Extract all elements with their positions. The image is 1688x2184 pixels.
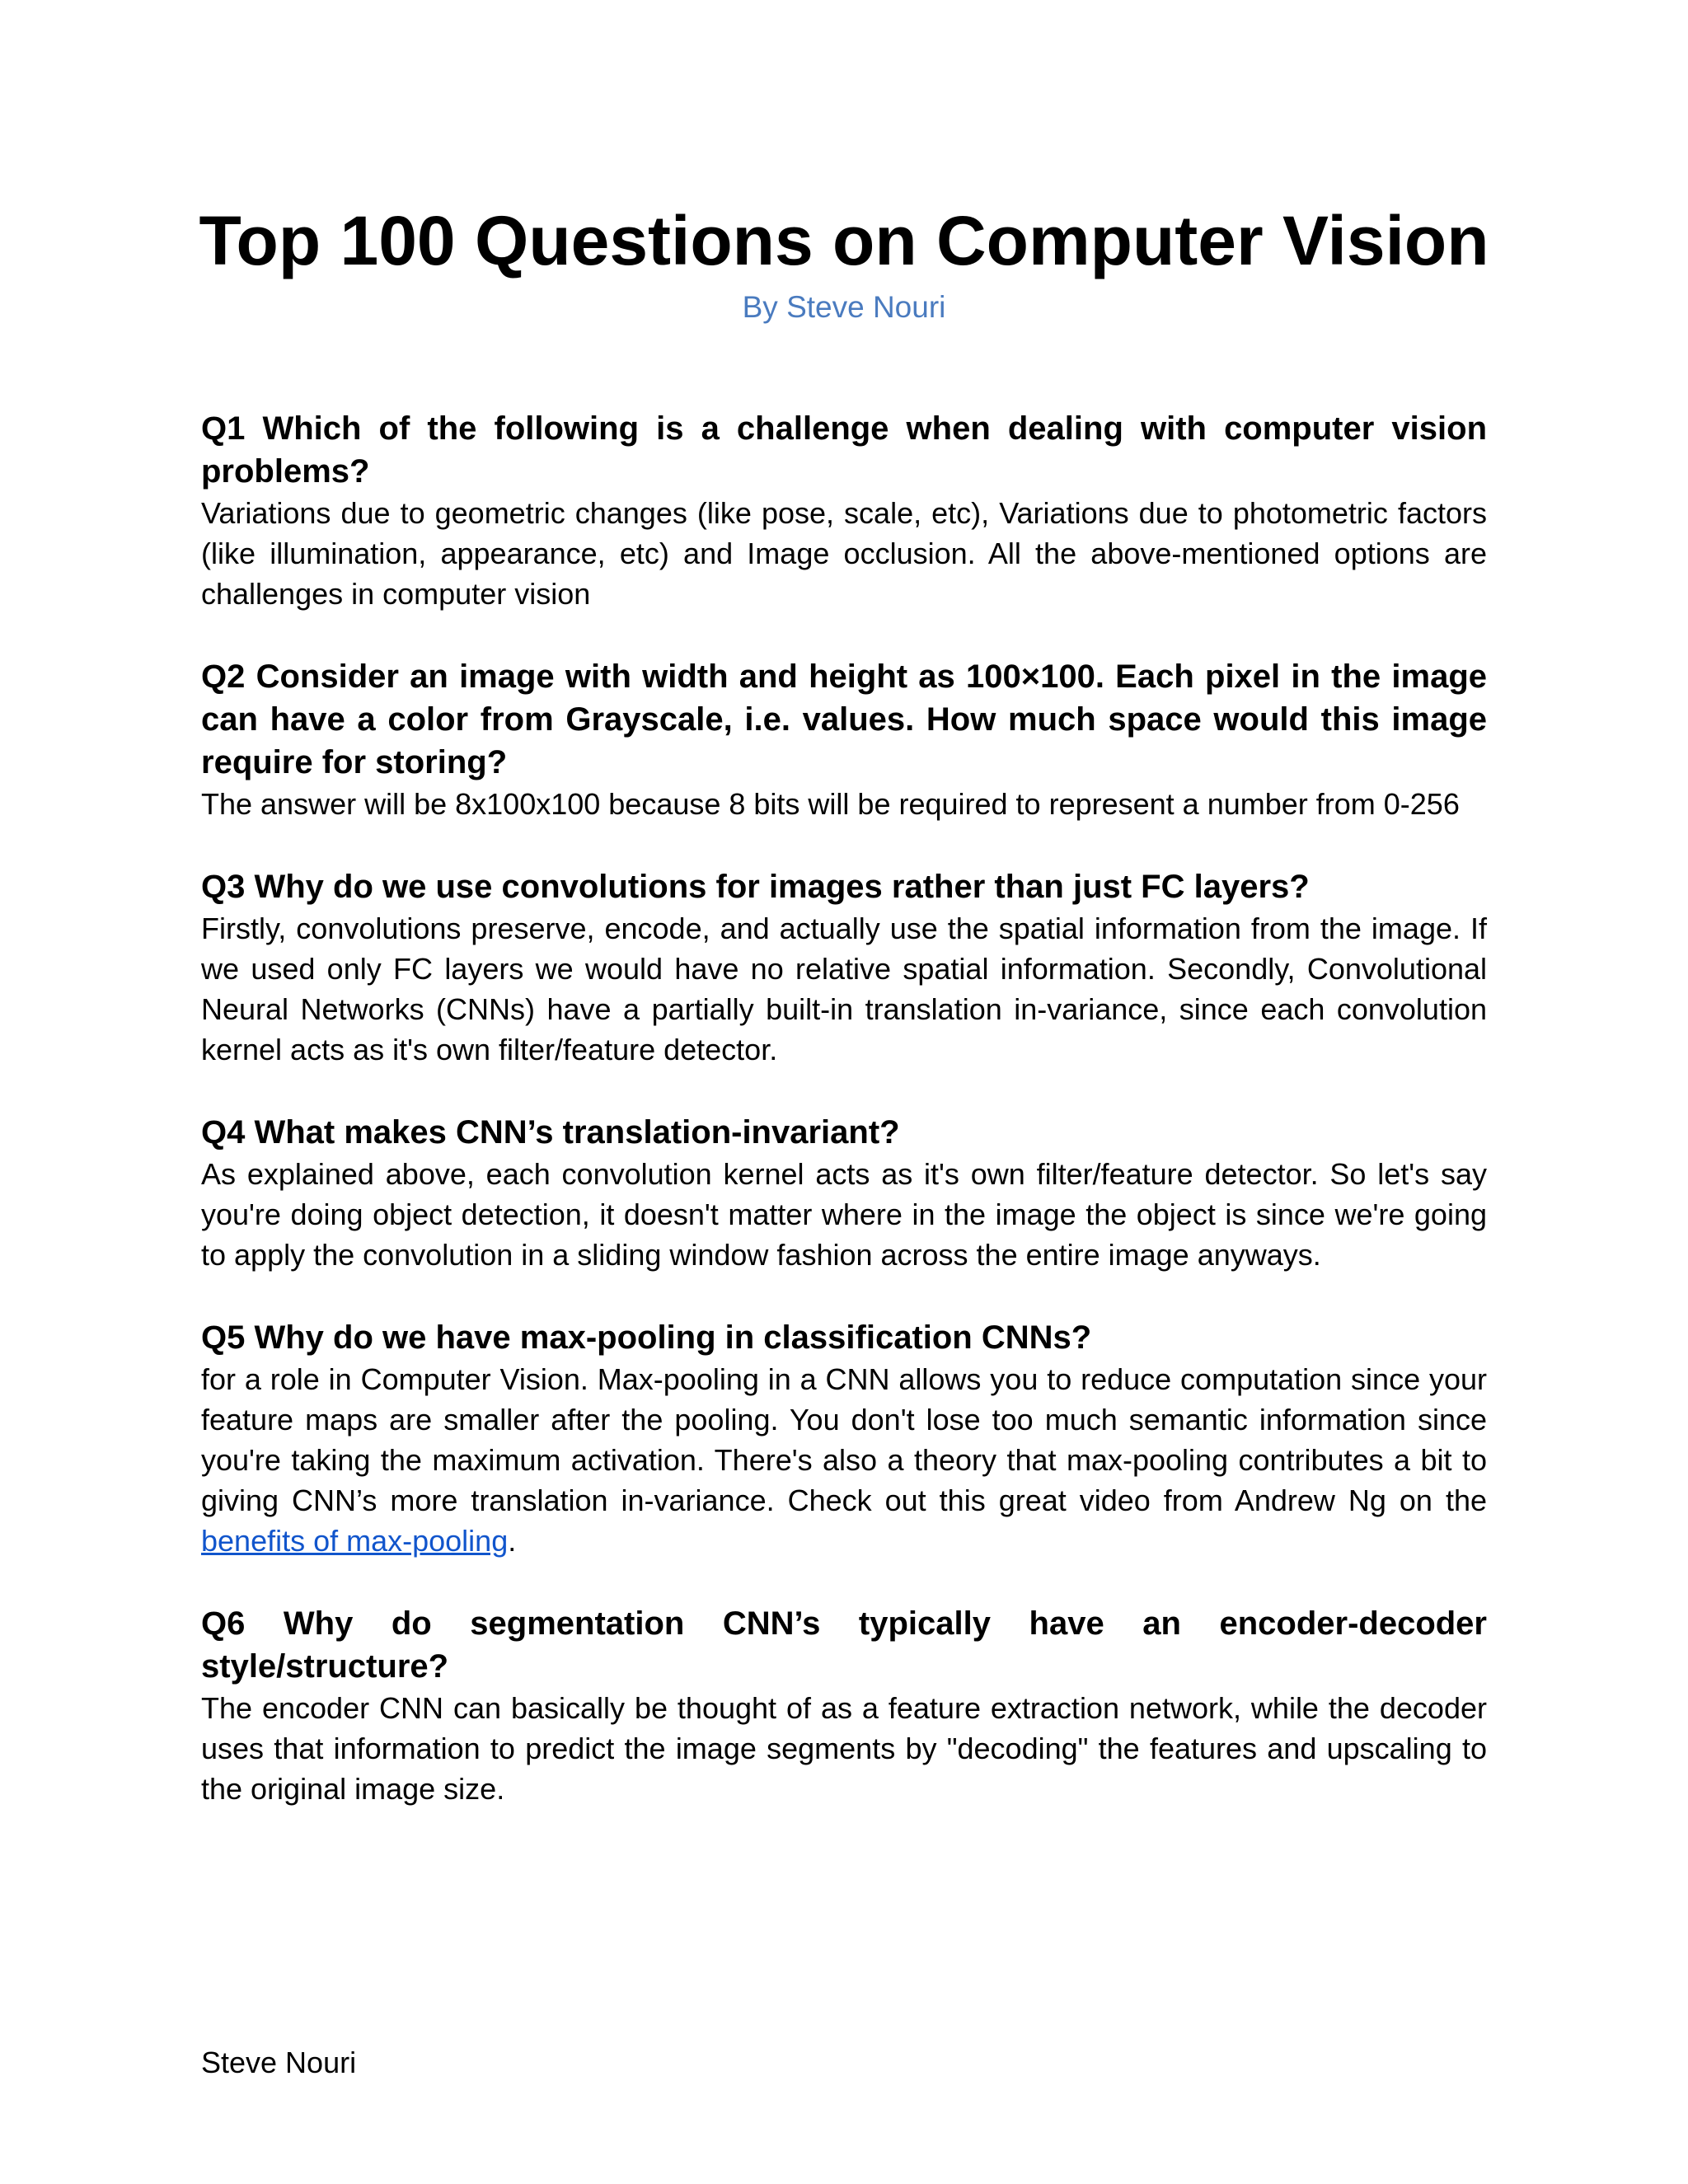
question-5: Q5 Why do we have max-pooling in classification CNNs? (201, 1319, 1092, 1356)
answer-3: Firstly, convolutions preserve, encode, and actually use the spatial information from the image. If we used only FC layers we would have no relative spatial information. Secondly, Convolutional Neural Networks (CNNs) have a partially built-in translation in-variance, since each convolution kernel acts as it's own filter/feature detector. (201, 912, 1487, 1066)
author-byline: By Steve Nouri (742, 290, 946, 324)
answer-1: Variations due to geometric changes (like pose, scale, etc), Variations due to photometric factors (like illumination, appearance, etc) and Image occlusion. All the above-mentioned options are challenges in computer vision (201, 496, 1487, 611)
questions-list (201, 407, 1487, 1850)
qa-item-2 (201, 655, 1487, 824)
qa-item-5 (201, 1316, 1487, 1561)
answer-2: The answer will be 8x100x100 because 8 bits will be required to represent a number from 0-256 (201, 787, 1460, 821)
question-3: Q3 Why do we use convolutions for images rather than just FC layers? (201, 869, 1310, 905)
document-title: Top 100 Questions on Computer Vision (199, 202, 1489, 279)
qa-item-1 (201, 407, 1487, 614)
answer-5-text: for a role in Computer Vision. Max-pooling in a CNN allows you to reduce computation since your feature maps are smaller after the pooling. You don't lose too much semantic information since you're taking the maximum activation. There's also a theory that max-pooling contributes a bit to giving CNN’s more translation in-variance. Check out this great video from Andrew Ng on the (201, 1362, 1487, 1517)
qa-item-3 (201, 865, 1487, 1070)
qa-item-6 (201, 1602, 1487, 1809)
qa-item-4 (201, 1111, 1487, 1275)
question-2: Q2 Consider an image with width and height as 100×100. Each pixel in the image can have a color from Grayscale, i.e. values. How much space would this image require for storing? (201, 658, 1487, 780)
answer-5-end: . (508, 1524, 517, 1558)
question-6: Q6 Why do segmentation CNN’s typically have an encoder-decoder style/structure? (201, 1605, 1487, 1685)
question-4: Q4 What makes CNN’s translation-invariant? (201, 1114, 900, 1151)
max-pooling-benefits-link[interactable]: benefits of max-pooling (201, 1524, 509, 1558)
answer-4: As explained above, each convolution kernel acts as it's own filter/feature detector. So let's say you're doing object detection, it doesn't matter where in the image the object is since we're going to apply the convolution in a sliding window fashion across the entire image anyways. (201, 1157, 1487, 1272)
answer-5 (201, 1359, 1487, 1561)
answer-6: The encoder CNN can basically be thought of as a feature extraction network, while the decoder uses that information to predict the image segments by "decoding" the features and upscaling to the original image size. (201, 1691, 1487, 1806)
question-1: Q1 Which of the following is a challenge when dealing with computer vision problems? (201, 410, 1487, 490)
page-footer: Steve Nouri (201, 2046, 357, 2079)
